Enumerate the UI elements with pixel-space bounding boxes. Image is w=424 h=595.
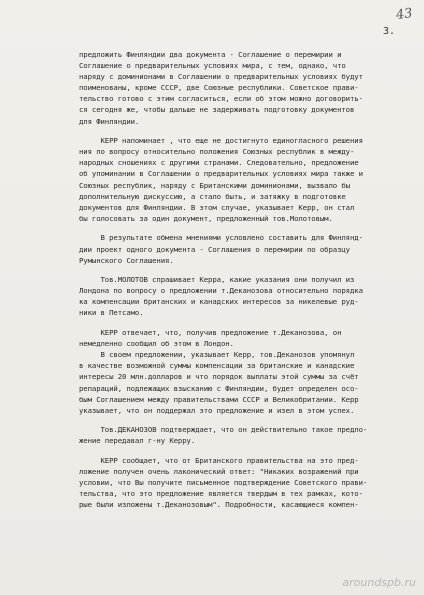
paragraph — [79, 274, 409, 318]
text-line: указывает, что он поддержал это предложение и изел в этом успех. — [79, 405, 355, 415]
text-line: В своем предложении, указывает Керр, тов.Деканозов упомянул — [79, 350, 355, 360]
text-line: бы голосовать за один документ, предложенный тов.Молотовым. — [79, 213, 333, 223]
paragraph — [79, 327, 409, 416]
text-line: Союзных республик, наряду с Британскими доминионами, вызвало бы — [79, 180, 350, 190]
text-line: репараций, подлежащих взысканию с Финляндии, будет определен осо- — [79, 383, 359, 393]
text-line: ка компенсации британских и канадских интересов за никелевые руд- — [79, 297, 359, 307]
page-number: 3. — [383, 26, 396, 37]
text-line: тельство готово с этим согласиться, если об этом можно договорить- — [79, 94, 363, 104]
document-body — [79, 49, 409, 519]
text-line: жение передавал г-ну Керру. — [79, 436, 196, 446]
text-line: Лондона по вопросу о предложении т.Деканозова относительно порядка — [79, 286, 363, 296]
archive-stamp: 43 — [395, 5, 414, 24]
text-line: В результате обмена мнениями условлено составить для Финлянд- — [79, 233, 363, 243]
text-line: в качестве возможной суммы компенсации за британские и канадские — [79, 361, 355, 371]
text-line: дополнительную дискуссию, а стало быть, и затяжку в подготовке — [79, 191, 346, 201]
text-line: Румынского Соглашения. — [79, 255, 174, 265]
text-line: ся сегодня же, чтобы дальше не задерживать подготовку документов — [79, 105, 355, 115]
text-line: Тов.МОЛОТОВ спрашивает Керра, какие указания они получил из — [79, 275, 355, 285]
text-line: интересы 20 млн.долларов и что порядок выплаты этой суммы за счёт — [79, 372, 359, 382]
text-line: поименованы, кроме СССР, две Союзные республики. Советское прави- — [79, 83, 359, 93]
text-line: для Финляндии. — [79, 116, 140, 126]
paragraph — [79, 424, 409, 446]
text-line: КЕРР отвечает, что, получив предложение т.Деканозова, он — [79, 328, 342, 338]
text-line: Тов.ДЕКАНОЗОВ подтверждает, что он действительно такое предло- — [79, 425, 368, 435]
text-line: КЕРР сообщает, что от Британского правительства на это пред- — [79, 456, 359, 465]
text-line: народных сношениях с другими странами. Следовательно, предложение — [79, 158, 359, 168]
text-line: ния по вопросу относительно положения Союзных республик в между- — [79, 147, 355, 157]
text-line: условии, что Вы получите письменное подтверждение Советского прави- — [79, 478, 368, 488]
text-line: бым Соглашением между правительствами СССР и Великобритании. Керр — [79, 394, 359, 404]
text-line: КЕРР напоминает , что еще не достигнуто единогласного решения — [79, 136, 363, 146]
paragraph — [79, 49, 409, 127]
text-line: документов для Финляндии. В этом случае, указывает Керр, он стал — [79, 202, 355, 212]
paragraph — [79, 135, 409, 224]
text-line: дии проект одного документа - Соглашения о перемирии по образцу — [79, 244, 350, 254]
paragraph — [79, 455, 409, 510]
text-line: предложить Финляндии два документа - Соглашение о перемирии и — [79, 50, 342, 59]
watermark: aroundspb.ru — [342, 576, 416, 589]
text-line: ники в Петсамо. — [79, 308, 144, 318]
text-line: Соглашение о предварительных условиях мира, с тем, однако, что — [79, 61, 346, 71]
text-line: наряду с доминионами в Соглашении о предварительных условиях будут — [79, 72, 363, 82]
text-line: рые были изложены т.Деканозовым". Подробности, касающиеся компен- — [79, 500, 359, 510]
paragraph — [79, 232, 409, 265]
text-line: ложение получен очень лаконический ответ: "Никаких возражений при — [79, 467, 359, 477]
text-line: немедленно сообщил об этом в Лондон. — [79, 339, 234, 349]
text-line: об упоминании в Соглашении о предварительных условиях мира также и — [79, 169, 363, 179]
text-line: тельства, что это предложение является твердым в тех рамках, кото- — [79, 489, 363, 499]
